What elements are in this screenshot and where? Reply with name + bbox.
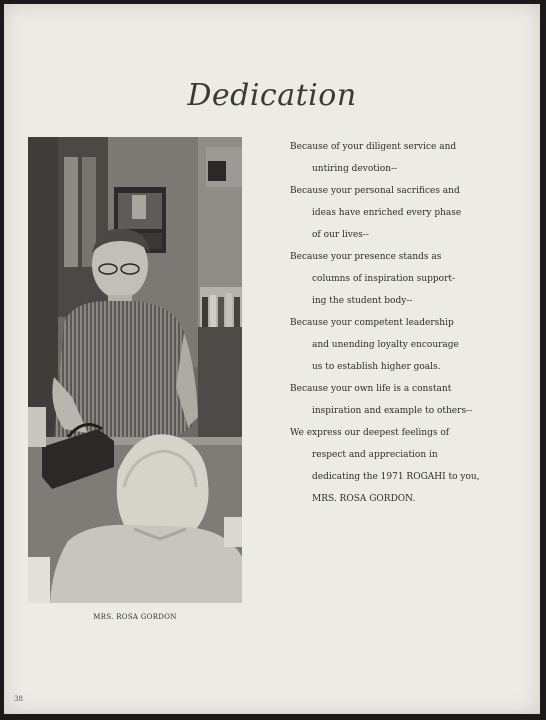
dedication-line: We express our deepest feelings of <box>290 428 450 438</box>
dedication-line: and unending loyalty encourage <box>312 340 459 350</box>
dedication-line: Because your personal sacrifices and <box>290 186 460 196</box>
photo-caption: MRS. ROSA GORDON <box>93 613 177 621</box>
dedication-line: ing the student body-- <box>312 296 413 306</box>
dedication-line: ideas have enriched every phase <box>312 208 462 218</box>
dedication-line: respect and appreciation in <box>312 450 438 460</box>
dedication-line: Because your presence stands as <box>290 252 442 262</box>
dedication-line: of our lives-- <box>312 230 369 240</box>
dedication-line: Because your own life is a constant <box>290 384 452 394</box>
page-title: Dedication <box>187 78 357 113</box>
page-number: 38 <box>14 695 23 703</box>
dedication-line: MRS. ROSA GORDON. <box>312 494 416 504</box>
dedication-photo <box>28 137 242 603</box>
dedication-line: untiring devotion-- <box>312 164 398 174</box>
dedication-text <box>290 136 530 510</box>
dedication-line: us to establish higher goals. <box>312 362 441 372</box>
yearbook-page <box>4 4 540 714</box>
dedication-line: dedicating the 1971 ROGAHI to you, <box>312 472 480 482</box>
dedication-line: Because your competent leadership <box>290 318 454 328</box>
dedication-line: columns of inspiration support- <box>312 274 456 284</box>
dedication-line: inspiration and example to others-- <box>312 406 473 416</box>
dedication-line: Because of your diligent service and <box>290 142 457 152</box>
